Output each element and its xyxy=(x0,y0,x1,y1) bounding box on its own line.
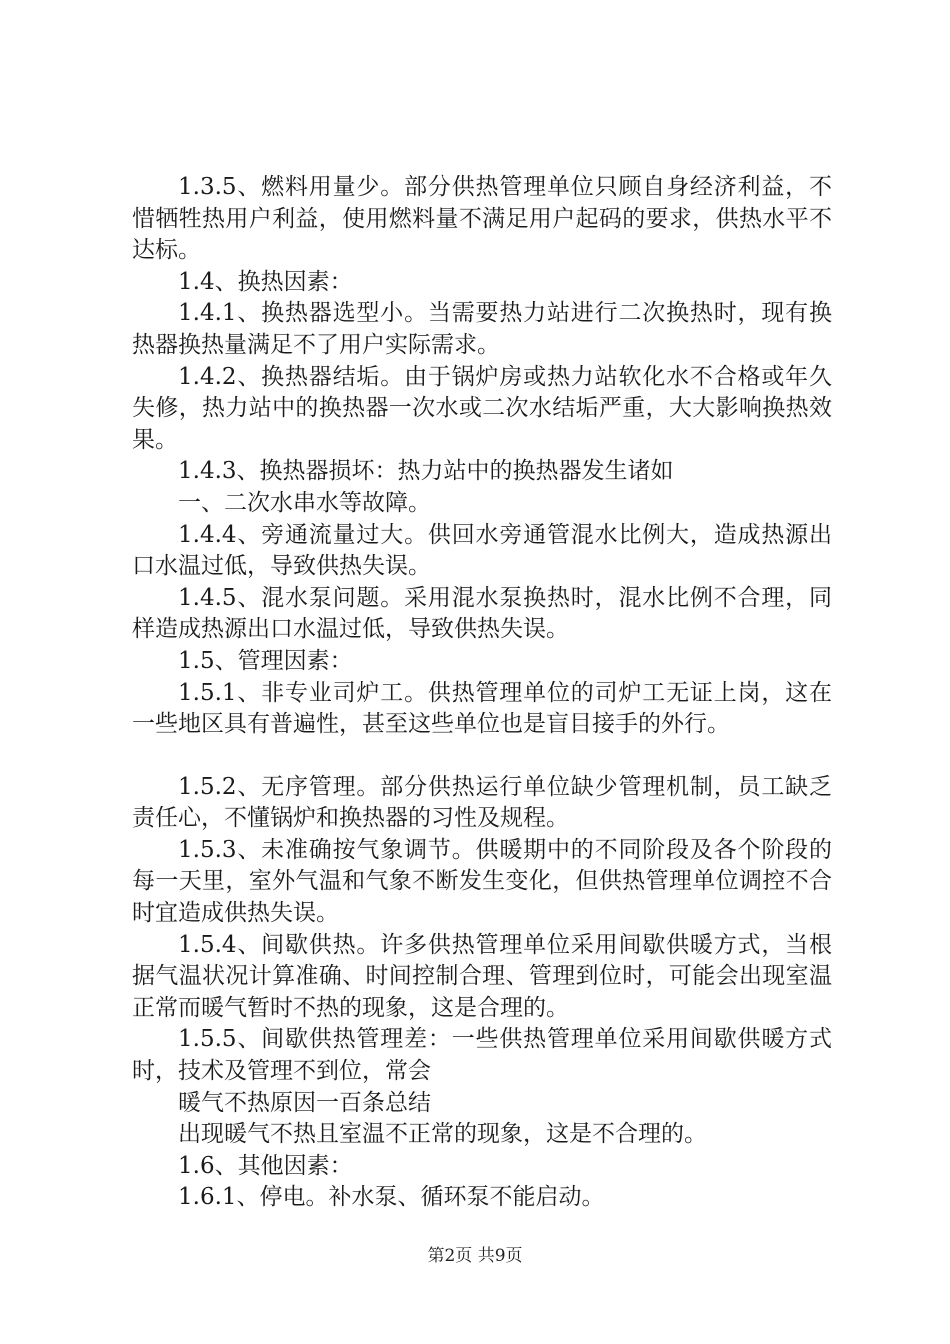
paragraph-1-4-1: 1.4.1、换热器选型小。当需要热力站进行二次换热时，现有换热器换热量满足不了用户实际需求。 xyxy=(132,300,832,358)
paragraph-1-5-4: 1.5.4、间歇供热。许多供热管理单位采用间歇供暖方式，当根据气温状况计算准确、时间控制合理、管理到位时，可能会出现室温正常而暖气暂时不热的现象，这是合理的。 xyxy=(132,931,832,1021)
paragraph-1-5-5-continued: 出现暖气不热且室温不正常的现象，这是不合理的。 xyxy=(178,1121,707,1148)
section-heading-1-4: 1.4、换热因素： xyxy=(178,268,353,295)
page-footer xyxy=(0,1241,950,1266)
paragraph-1-4-3: 1.4.3、换热器损坏：热力站中的换热器发生诸如 xyxy=(178,458,674,485)
paragraph-1-5-5: 1.5.5、间歇供热管理差：一些供热管理单位采用间歇供暖方式时，技术及管理不到位，常会 xyxy=(132,1026,832,1085)
paragraph-1-3-5: 1.3.5、燃料用量少。部分供热管理单位只顾自身经济利益，不惜牺牲热用户利益，使用燃料量不满足用户起码的要求，供热水平不达标。 xyxy=(132,174,832,264)
section-heading-1-5: 1.5、管理因素： xyxy=(178,647,353,674)
inserted-title-line: 暖气不热原因一百条总结 xyxy=(178,1089,431,1116)
page-number-label: 第2页 共9页 xyxy=(427,1246,523,1266)
paragraph-1-5-1: 1.5.1、非专业司炉工。供热管理单位的司炉工无证上岗，这在一些地区具有普遍性，甚至这些单位也是盲目接手的外行。 xyxy=(132,679,832,738)
paragraph-1-4-2: 1.4.2、换热器结垢。由于锅炉房或热力站软化水不合格或年久失修，热力站中的换热器一次水或二次水结垢严重，大大影响换热效果。 xyxy=(132,363,832,453)
paragraph-1-4-3-continued: 一、二次水串水等故障。 xyxy=(178,489,431,516)
paragraph-1-4-5: 1.4.5、混水泵问题。采用混水泵换热时，混水比例不合理，同样造成热源出口水温过低，导致供热失误。 xyxy=(132,584,832,643)
paragraph-1-5-2: 1.5.2、无序管理。部分供热运行单位缺少管理机制，员工缺乏责任心，不懂锅炉和换热器的习性及规程。 xyxy=(132,773,832,832)
document-body xyxy=(132,172,832,1214)
paragraph-1-5-3: 1.5.3、未准确按气象调节。供暖期中的不同阶段及各个阶段的每一天里，室外气温和气象不断发生变化，但供热管理单位调控不合时宜造成供热失误。 xyxy=(132,836,832,927)
section-heading-1-6: 1.6、其他因素： xyxy=(178,1152,353,1179)
paragraph-1-6-1: 1.6.1、停电。补水泵、循环泵不能启动。 xyxy=(178,1184,605,1211)
paragraph-1-4-4: 1.4.4、旁通流量过大。供回水旁通管混水比例大，造成热源出口水温过低，导致供热失误。 xyxy=(132,521,832,580)
